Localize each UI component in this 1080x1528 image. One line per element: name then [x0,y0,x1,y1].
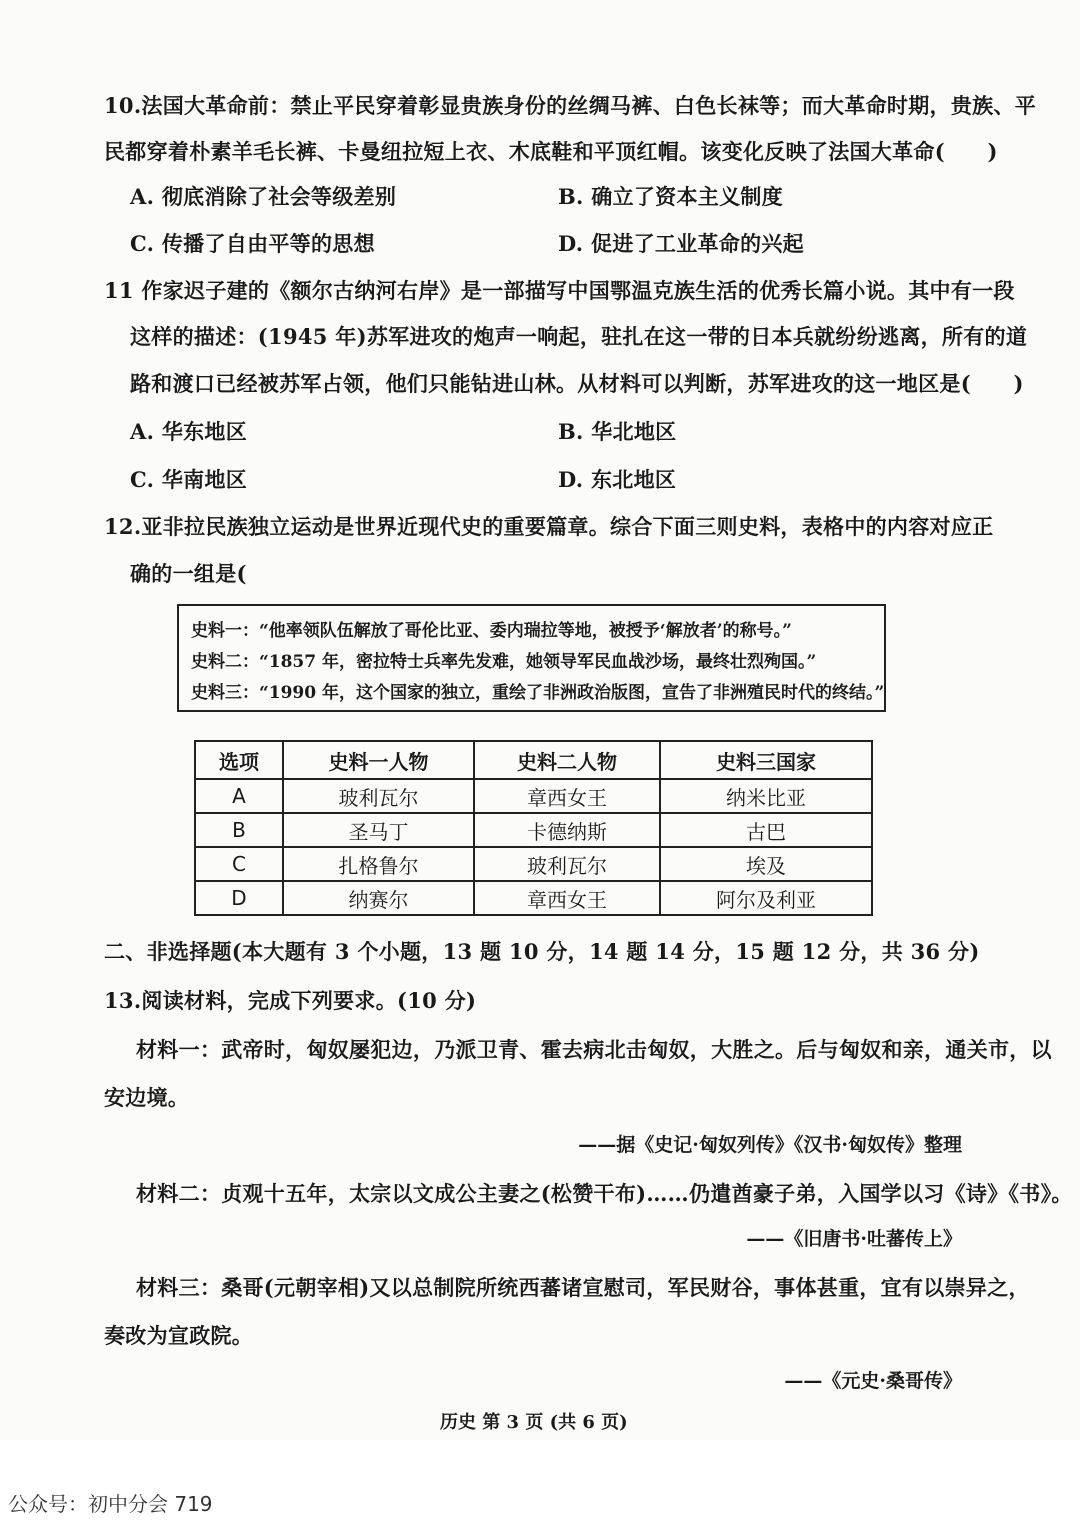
table-cell: 扎格鲁尔 [283,847,474,881]
page-number: 历史 第 3 页 (共 6 页) [440,1412,628,1433]
q13-title: 13.阅读材料，完成下列要求。(10 分) [104,988,477,1013]
q11-stem-line3: 路和渡口已经被苏军占领，他们只能钻进山林。从材料可以判断，苏军进攻的这一地区是( ) [130,371,1024,396]
q10-option-c: C. 传播了自由平等的思想 [130,231,375,256]
q10-option-a: A. 彻底消除了社会等级差别 [130,184,397,209]
table-cell: A [195,779,283,813]
table-cell: 古巴 [660,813,872,847]
q10-option-d: D. 促进了工业革命的兴起 [558,231,804,256]
watermark-text: 公众号：初中分会 719 [8,1492,213,1516]
table-cell: 章西女王 [474,779,660,813]
q12-materials-box [177,604,886,712]
table-row [195,779,872,813]
table-header-cell: 史料一人物 [283,741,474,779]
q11-stem-line2: 这样的描述：(1945 年)苏军进攻的炮声一响起，驻扎在这一带的日本兵就纷纷逃离，所有的道 [130,324,1028,349]
table-cell: C [195,847,283,881]
q12-material-3: 史料三：“1990 年，这个国家的独立，重绘了非洲政治版图，宣告了非洲殖民时代的终结。” [191,683,885,703]
table-cell: B [195,813,283,847]
q10-option-b: B. 确立了资本主义制度 [558,184,783,209]
q12-material-1: 史料一：“他率领队伍解放了哥伦比亚、委内瑞拉等地，被授予‘解放者’的称号。” [191,621,792,641]
table-header-row [195,741,872,779]
table-header-cell: 史料三国家 [660,741,872,779]
q13-material3-line2: 奏改为宣政院。 [104,1323,254,1348]
table-cell: 卡德纳斯 [474,813,660,847]
q13-material1-line1: 材料一：武帝时，匈奴屡犯边，乃派卫青、霍去病北击匈奴，大胜之。后与匈奴和亲，通关市，以 [136,1037,1052,1062]
q10-stem-line1: 10.法国大革命前：禁止平民穿着彰显贵族身份的丝绸马裤、白色长袜等；而大革命时期，贵族、平 [104,93,1037,118]
table-header-cell: 史料二人物 [474,741,660,779]
table-cell: 纳米比亚 [660,779,872,813]
q13-material2-line1: 材料二：贞观十五年，太宗以文成公主妻之(松赞干布)……仍遣酋豪子弟，入国学以习《诗》《书》。 [136,1181,1073,1206]
table-cell: 玻利瓦尔 [474,847,660,881]
table-cell: 玻利瓦尔 [283,779,474,813]
q13-material1-source: ——据《史记·匈奴列传》《汉书·匈奴传》整理 [578,1134,962,1156]
table-cell: 圣马丁 [283,813,474,847]
section2-title: 二、非选择题(本大题有 3 个小题，13 题 10 分，14 题 14 分，15 题 12 分，共 36 分) [104,939,980,964]
table-cell: 纳赛尔 [283,881,474,915]
table-cell: 章西女王 [474,881,660,915]
q11-option-a: A. 华东地区 [130,419,248,444]
q11-stem-line1: 11 作家迟子建的《额尔古纳河右岸》是一部描写中国鄂温克族生活的优秀长篇小说。其中有一段 [104,278,1015,303]
q12-material-2: 史料二：“1857 年，密拉特士兵率先发难，她领导军民血战沙场，最终壮烈殉国。” [191,652,817,672]
q12-answer-table [194,740,873,916]
q11-option-b: B. 华北地区 [558,419,677,444]
table-row [195,813,872,847]
q13-material2-source: ——《旧唐书·吐蕃传上》 [746,1228,962,1250]
table-cell: 埃及 [660,847,872,881]
q13-material1-line2: 安边境。 [104,1085,190,1110]
q11-option-c: C. 华南地区 [130,467,248,492]
q12-stem-line2: 确的一组是( [130,561,247,586]
q10-stem-line2: 民都穿着朴素羊毛长裤、卡曼纽拉短上衣、木底鞋和平顶红帽。该变化反映了法国大革命( ) [104,139,998,164]
q13-material3-source: ——《元史·桑哥传》 [784,1370,962,1392]
q13-material3-line1: 材料三：桑哥(元朝宰相)又以总制院所统西蕃诸宣慰司，军民财谷，事体甚重，宜有以崇异之， [136,1275,1030,1300]
table-header-cell: 选项 [195,741,283,779]
table-cell: D [195,881,283,915]
table-cell: 阿尔及利亚 [660,881,872,915]
table-row [195,847,872,881]
table-row [195,881,872,915]
q12-stem-line1: 12.亚非拉民族独立运动是世界近现代史的重要篇章。综合下面三则史料，表格中的内容对应正 [104,514,994,539]
q11-option-d: D. 东北地区 [558,467,677,492]
